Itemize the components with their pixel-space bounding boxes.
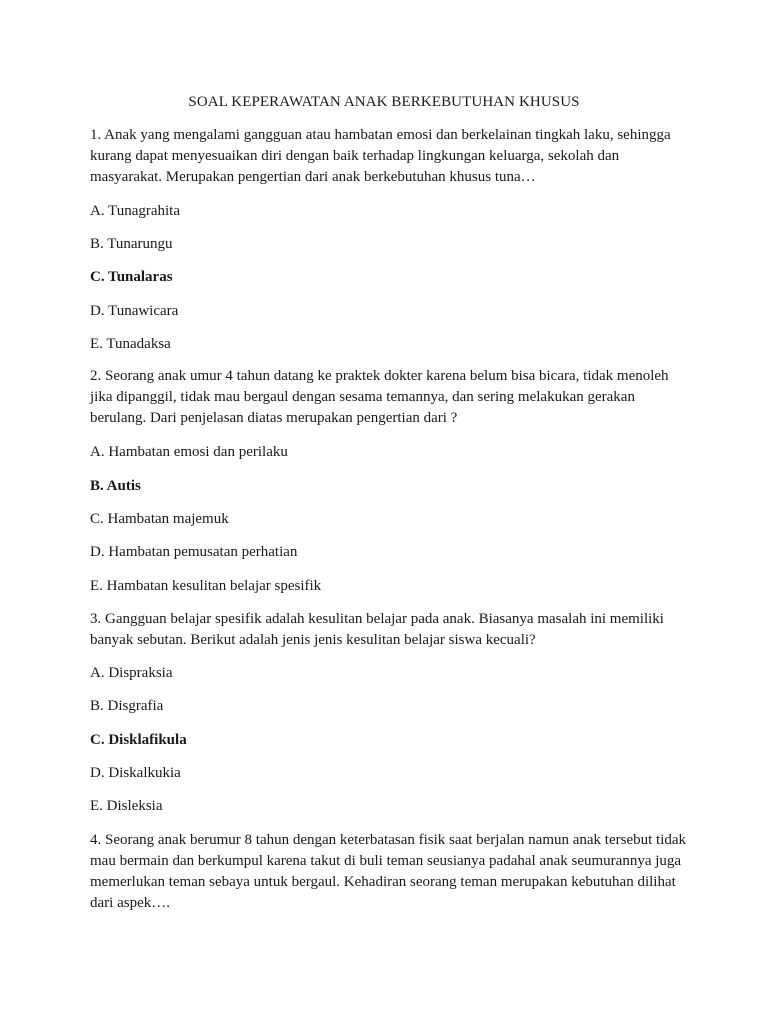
document-title: SOAL KEPERAWATAN ANAK BERKEBUTUHAN KHUSUS <box>188 94 580 110</box>
question-2-option-d: D. Hambatan pemusatan perhatian <box>90 544 298 560</box>
question-1-option-b: B. Tunarungu <box>90 236 173 252</box>
question-1-option-a: A. Tunagrahita <box>90 203 180 219</box>
question-4: 4. Seorang anak berumur 8 tahun dengan keterbatasan fisik saat berjalan namun anak tersebut tidak mau bermain dan berkumpul karena takut di buli teman seusianya padahal anak seumurannya juga memerlukan teman sebaya untuk bergaul. Kehadiran seorang teman merupakan kebutuhan dilihat dari aspek…. <box>90 832 687 911</box>
question-1: 1. Anak yang mengalami gangguan atau hambatan emosi dan berkelainan tingkah laku, sehingga kurang dapat menyesuaikan diri dengan baik terhadap lingkungan keluarga, sekolah dan masyarakat. Merupakan pengertian dari anak berkebutuhan khusus tuna… <box>90 127 671 185</box>
question-3-option-d: D. Diskalkukia <box>90 765 181 781</box>
question-2-option-e: E. Hambatan kesulitan belajar spesifik <box>90 578 322 594</box>
question-3-option-c-correct: C. Disklafikula <box>90 732 187 748</box>
question-2-option-b-correct: B. Autis <box>90 478 141 494</box>
question-3-option-e: E. Disleksia <box>90 798 163 814</box>
question-1-option-e: E. Tunadaksa <box>90 336 171 352</box>
question-3-option-a: A. Dispraksia <box>90 665 173 681</box>
question-1-option-c-correct: C. Tunalaras <box>90 269 173 285</box>
question-2: 2. Seorang anak umur 4 tahun datang ke praktek dokter karena belum bisa bicara, tidak menoleh jika dipanggil, tidak mau bergaul dengan sesama temannya, dan sering melakukan gerakan berulang. Dari penjelasan diatas merupakan pengertian dari ? <box>90 368 669 426</box>
question-3-option-b: B. Disgrafia <box>90 698 164 714</box>
question-1-option-d: D. Tunawicara <box>90 303 179 319</box>
question-2-option-c: C. Hambatan majemuk <box>90 511 229 527</box>
question-2-option-a: A. Hambatan emosi dan perilaku <box>90 444 288 460</box>
question-3: 3. Gangguan belajar spesifik adalah kesulitan belajar pada anak. Biasanya masalah ini memiliki banyak sebutan. Berikut adalah jenis jenis kesulitan belajar siswa kecuali? <box>90 611 664 648</box>
